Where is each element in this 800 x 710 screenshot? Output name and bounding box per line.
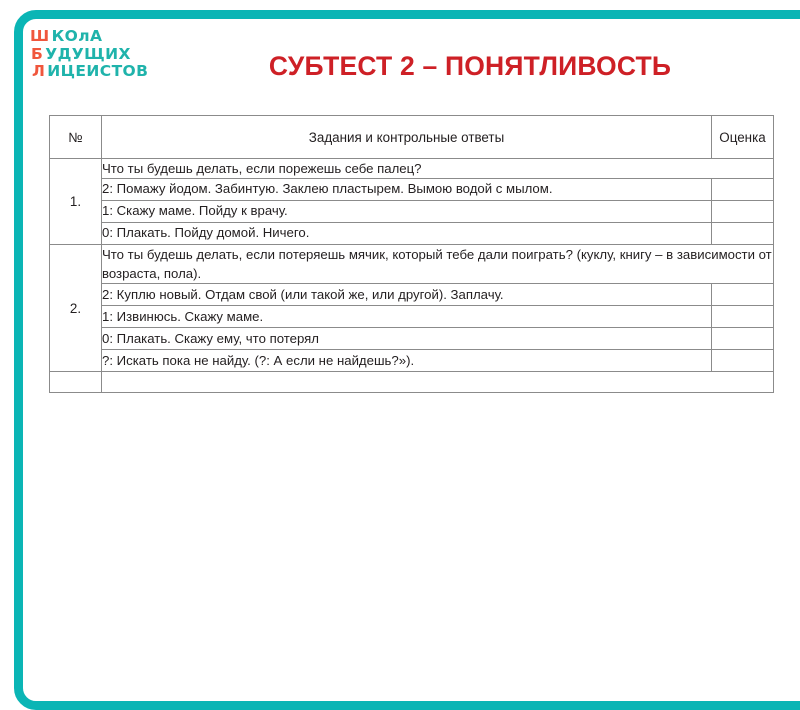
question-number-cell: 1. <box>50 159 102 245</box>
answer-row <box>50 284 774 306</box>
question-text-cell: Что ты будешь делать, если порежешь себе палец? <box>102 159 774 179</box>
logo-line-2-rest: УДУЩИХ <box>45 44 131 63</box>
question-row <box>50 159 774 179</box>
table-header-row <box>50 116 774 159</box>
subtest-table <box>49 115 774 393</box>
score-cell[interactable] <box>712 223 774 245</box>
question-number-cell: 2. <box>50 245 102 372</box>
answer-text-cell: ?: Искать пока не найду. (?: А если не найдешь?»). <box>102 350 712 372</box>
question-text-cell: Что ты будешь делать, если потеряешь мячик, который тебе дали поиграть? (куклу, книгу – в зависимости от возраста, пола). <box>102 245 774 284</box>
page-header <box>0 19 800 105</box>
score-cell[interactable] <box>712 179 774 201</box>
score-cell[interactable] <box>712 201 774 223</box>
answer-row <box>50 179 774 201</box>
answer-text-cell: 0: Плакать. Пойду домой. Ничего. <box>102 223 712 245</box>
answer-text-cell: 1: Скажу маме. Пойду к врачу. <box>102 201 712 223</box>
answer-row <box>50 306 774 328</box>
score-cell[interactable] <box>712 284 774 306</box>
score-cell[interactable] <box>712 350 774 372</box>
logo-line-2 <box>30 46 148 64</box>
logo-line-1 <box>30 28 148 46</box>
logo-line-2-initial: Б <box>31 44 44 63</box>
column-header-body: Задания и контрольные ответы <box>102 116 712 159</box>
logo-line-1-rest: КОлА <box>51 27 103 45</box>
table-header <box>50 116 774 159</box>
answer-row <box>50 201 774 223</box>
subtest-table-container <box>49 115 773 393</box>
answer-row <box>50 328 774 350</box>
logo-line-3-rest: ИЦЕИСТОВ <box>47 62 149 81</box>
question-number-cell <box>50 372 102 393</box>
score-cell[interactable] <box>712 328 774 350</box>
score-cell[interactable] <box>712 306 774 328</box>
question-text-cell <box>102 372 774 393</box>
answer-text-cell: 0: Плакать. Скажу ему, что потерял <box>102 328 712 350</box>
answer-text-cell: 2: Куплю новый. Отдам свой (или такой же, или другой). Заплачу. <box>102 284 712 306</box>
logo-line-1-initial: Ш <box>30 27 50 45</box>
question-row <box>50 245 774 284</box>
column-header-number: № <box>50 116 102 159</box>
logo-line-3 <box>30 63 148 81</box>
answer-row <box>50 350 774 372</box>
answer-text-cell: 1: Извинюсь. Скажу маме. <box>102 306 712 328</box>
answer-row <box>50 223 774 245</box>
table-body <box>50 159 774 393</box>
question-row <box>50 372 774 393</box>
page-title: СУБТЕСТ 2 – ПОНЯТЛИВОСТЬ <box>268 51 672 81</box>
column-header-score: Оценка <box>712 116 774 159</box>
answer-text-cell: 2: Помажу йодом. Забинтую. Заклею пластырем. Вымою водой с мылом. <box>102 179 712 201</box>
school-logo <box>30 28 148 81</box>
logo-line-3-initial: Л <box>32 62 46 81</box>
